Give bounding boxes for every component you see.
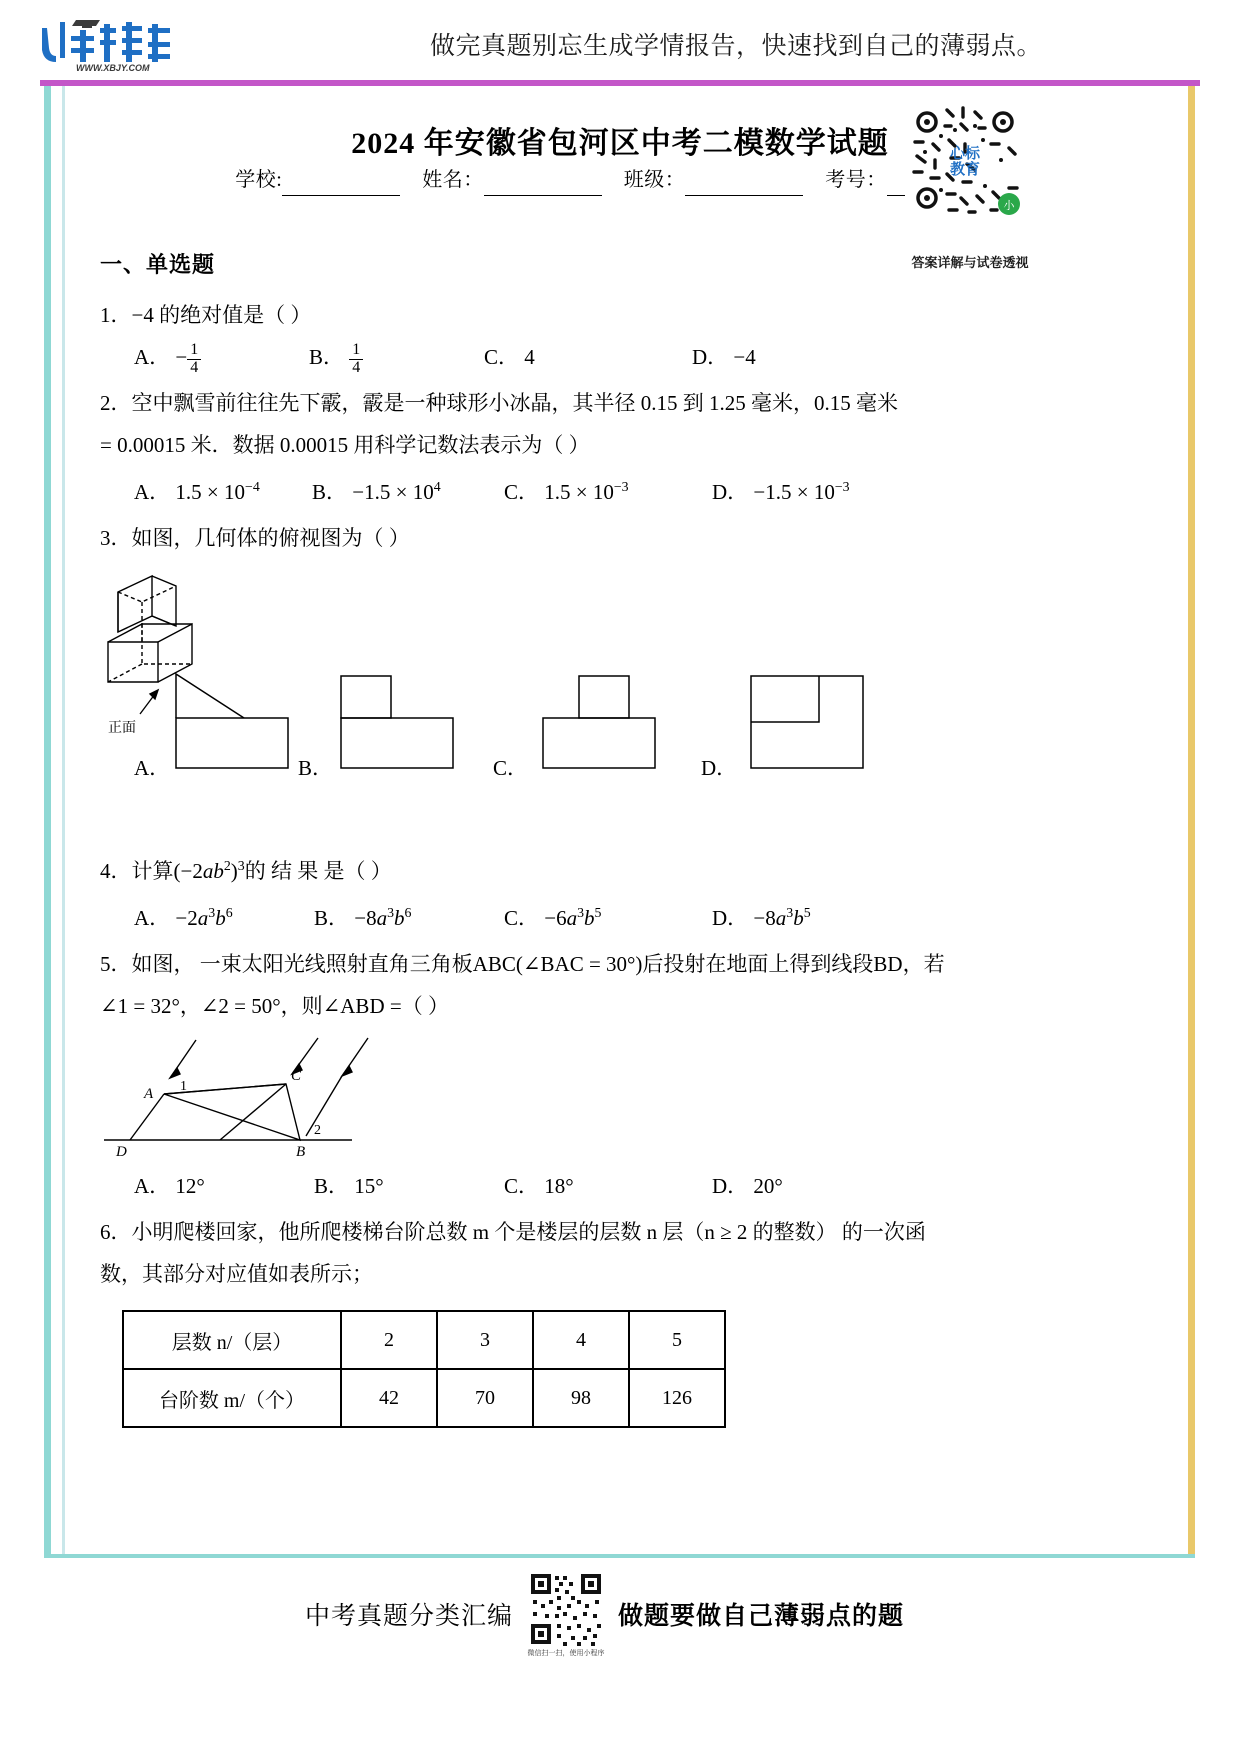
name-label: 姓名： [422,169,484,191]
option-5-B-text: 15° [354,1174,384,1198]
table-cell-m-126: 126 [629,1369,725,1427]
option-3-B-figure [335,666,455,776]
table-cell-n-2: 2 [341,1311,437,1369]
option-1-B-label: B． [309,345,345,369]
table-row [123,1369,725,1427]
footer-right-text: 做题要做自己薄弱点的题 [618,1603,905,1630]
question-1-text: −4 的绝对值是（ ） [131,303,312,327]
footer-qr-code[interactable] [527,1570,605,1648]
option-2-B[interactable]: B． $-1.5 \times 10^4$ [312,479,441,504]
question-2-stem-line2: = 0.00015 米．数据 0.00015 用科学记数法表示为（ ） [100,433,590,457]
left-border-teal-inner [62,86,65,1556]
option-1-D[interactable] [692,337,756,377]
question-3-stem [100,518,1060,558]
option-4-A[interactable]: A． $-2a^3b^6$ [134,905,233,930]
purple-divider [40,80,1200,86]
qr-caption: 答案详解与试卷透视 [911,255,1029,270]
table-row-label-steps: 台阶数 m/（个） [123,1369,341,1427]
student-info-line [0,163,1240,196]
brand-logo [38,18,198,74]
question-3-number: 3． [100,526,132,550]
option-3-A-label: A． [134,756,171,780]
exam-content [100,248,1060,1428]
angle-label-1: 1 [180,1079,187,1094]
option-2-C[interactable]: C． $1.5 \times 10^{-3}$ [504,479,629,504]
option-2-B-label: B． [312,480,348,504]
table-cell-m-42: 42 [341,1369,437,1427]
page-footer [0,1586,1240,1666]
option-5-B[interactable] [314,1166,504,1206]
fraction-one-quarter: $\frac{1}{4}$ [349,342,363,377]
class-label: 班级： [623,169,686,191]
question-6-table [122,1310,726,1428]
option-5-C-text: 18° [544,1174,574,1198]
logo-url: WWW.XBJY.COM [76,63,150,73]
option-1-A-label: A． [134,345,171,369]
footer-qr-caption: 微信扫一扫，使用小程序 [527,1650,605,1657]
exam-no-label: 考号： [825,169,887,191]
name-blank[interactable] [484,172,602,196]
table-row [123,1311,725,1369]
school-blank[interactable] [282,172,400,196]
question-6-number: 6． [100,1220,132,1244]
option-5-C-label: C． [504,1174,540,1198]
question-6-text-line1: 小明爬楼回家，他所爬楼梯台阶总数 m 个是楼层的层数 n 层（n ≥ 2 的整数） 的一次函 [131,1220,926,1244]
option-3-C-figure [537,666,657,776]
question-1-options [100,337,1060,377]
question-3-figure-label: 正面 [108,721,136,736]
option-2-D-label: D． [712,480,749,504]
option-2-A[interactable]: A． $1.5 \times 10^{-4}$ [134,479,260,504]
option-5-D-text: 20° [753,1174,783,1198]
option-2-C-label: C． [504,480,540,504]
option-2-D[interactable]: D． $-1.5 \times 10^{-3}$ [712,479,850,504]
question-4-number: 4． [100,859,132,883]
option-1-B[interactable] [309,337,484,377]
table-cell-m-98: 98 [533,1369,629,1427]
table-row-label-layers: 层数 n/（层） [123,1311,341,1369]
table-cell-n-3: 3 [437,1311,533,1369]
wechat-icon: 小 [1003,200,1015,212]
header-slogan: 做完真题别忘生成学情报告，快速找到自己的薄弱点。 [430,33,1043,60]
question-2-options [100,467,1060,512]
question-5-text-line1: 如图， 一束太阳光线照射直角三角板ABC(∠BAC = 30°)后投射在地面上得到线段BD，若 [131,952,945,976]
option-3-D[interactable] [701,748,737,788]
option-5-A[interactable] [134,1166,314,1206]
qr-code[interactable] [905,100,1025,220]
question-2-number: 2． [100,391,132,415]
question-5-options [100,1166,1060,1206]
question-1-number: 1． [100,303,132,327]
option-1-C-label: C． [484,345,520,369]
option-3-D-label: D． [701,756,738,780]
option-4-A-label: A． [134,906,171,930]
section-heading: 一、单选题 [100,252,216,277]
option-4-D-label: D． [712,906,749,930]
fraction-one-quarter-neg: $\frac{1}{4}$ [187,342,201,377]
option-4-C[interactable]: C． $-6a^3b^5$ [504,905,602,930]
option-3-C-label: C． [493,756,529,780]
option-5-A-label: A． [134,1174,171,1198]
question-2-stem [100,383,1060,423]
table-cell-n-5: 5 [629,1311,725,1369]
question-4-options [100,893,1060,938]
question-2-text-line1: 空中飘雪前往往先下霰，霰是一种球形小冰晶，其半径 0.15 到 1.25 毫米，0.15 毫米 [131,391,898,415]
footer-left-text: 中考真题分类汇编 [305,1603,514,1630]
angle-label-2: 2 [314,1123,321,1138]
class-blank[interactable] [685,172,803,196]
point-label-B: B [296,1144,306,1160]
option-3-D-figure [745,666,865,776]
option-5-A-text: 12° [175,1174,205,1198]
question-5-figure [100,1032,1060,1162]
question-6-stem-line2: 数，其部分对应值如表所示； [100,1262,373,1286]
option-2-A-label: A． [134,480,171,504]
point-label-C: C [291,1068,302,1084]
option-4-B[interactable]: B． $-8a^3b^6$ [314,905,412,930]
option-4-C-label: C． [504,906,540,930]
option-1-C[interactable] [484,337,692,377]
option-3-B-label: B． [298,756,334,780]
right-border-gold [1188,86,1195,1556]
school-label: 学校: [235,169,283,191]
option-4-D[interactable]: D． $-8a^3b^5$ [712,905,811,930]
point-label-A: A [144,1086,154,1102]
question-4-stem: 4．计算$(-2ab^2)^3$的 结 果 是（ ） [100,858,392,883]
option-5-C[interactable] [504,1166,712,1206]
point-label-D: D [116,1144,127,1160]
question-1-stem [100,295,1060,335]
option-3-A-figure [170,666,290,776]
bottom-border-teal [44,1554,1195,1558]
question-5-number: 5． [100,952,132,976]
question-5-stem [100,944,1060,984]
question-5-stem-line2: ∠1 = 32°，∠2 = 50°，则∠ABD =（ ） [100,994,449,1018]
qr-logo-line1: 心标 [949,145,981,162]
option-1-D-label: D． [692,345,729,369]
table-cell-n-4: 4 [533,1311,629,1369]
qr-logo-line2: 教育 [949,161,981,178]
question-3-text: 如图，几何体的俯视图为（ ） [131,526,410,550]
left-border-teal [44,86,51,1556]
option-5-B-label: B． [314,1174,350,1198]
option-1-D-text: −4 [733,345,756,369]
option-1-C-text: 4 [524,345,535,369]
option-5-D[interactable] [712,1166,783,1206]
option-4-B-label: B． [314,906,350,930]
option-5-D-label: D． [712,1174,749,1198]
question-6-stem [100,1212,1060,1252]
table-cell-m-70: 70 [437,1369,533,1427]
page-header [0,0,1240,84]
page-title: 2024 年安徽省包河区中考二模数学试题 [351,127,889,160]
option-1-A[interactable]: A． − $\frac{1}{4}$ [134,337,309,377]
